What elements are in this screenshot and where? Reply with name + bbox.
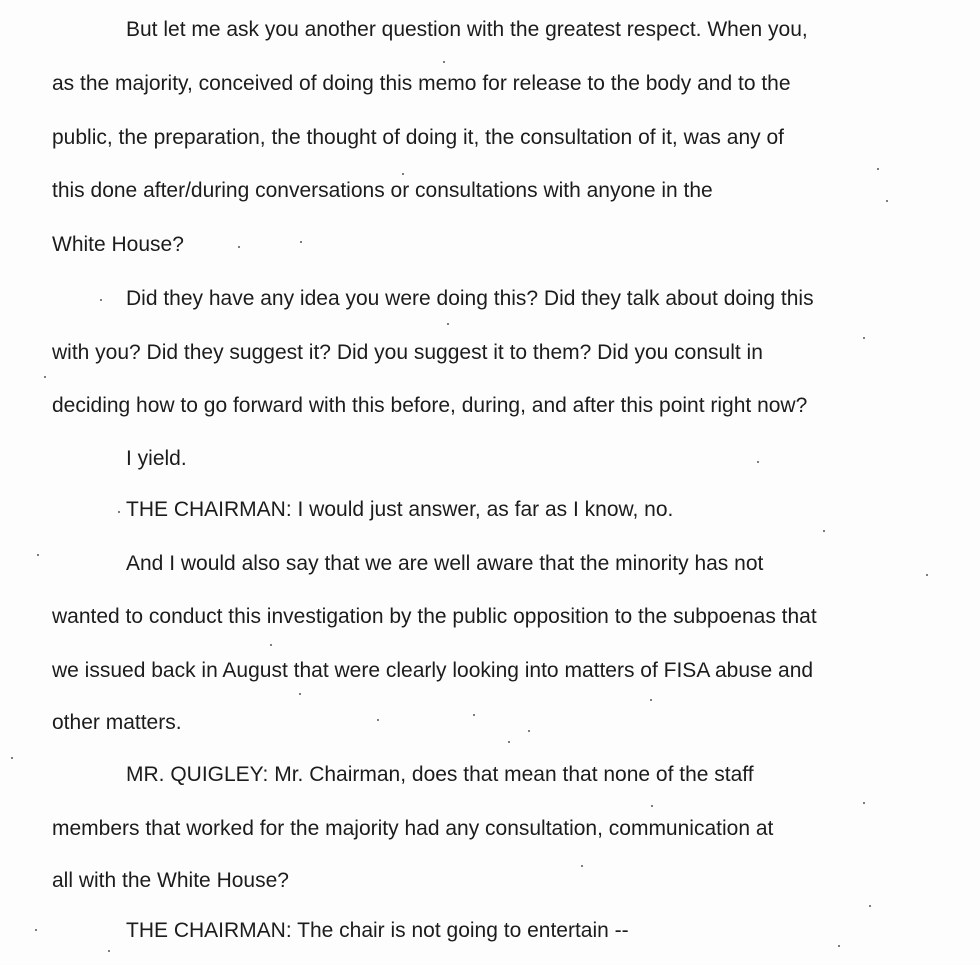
scan-speck [886, 200, 888, 202]
transcript-line: public, the preparation, the thought of doing it, the consultation of it, was any of [52, 126, 784, 149]
speaker-line: THE CHAIRMAN: The chair is not going to entertain -- [126, 919, 629, 942]
scan-speck [447, 323, 449, 325]
scan-speck [926, 574, 928, 576]
transcript-line: other matters. [52, 711, 182, 734]
scan-speck [508, 741, 510, 743]
scan-speck [100, 299, 102, 301]
scan-speck [863, 802, 865, 804]
transcript-line: wanted to conduct this investigation by the public opposition to the subpoenas that [52, 605, 817, 628]
scan-speck [118, 511, 120, 513]
scan-speck [651, 805, 653, 807]
scan-speck [300, 241, 302, 243]
scan-speck [35, 929, 37, 931]
scan-speck [299, 693, 301, 695]
scan-speck [402, 173, 404, 175]
transcript-line: as the majority, conceived of doing this memo for release to the body and to the [52, 72, 791, 95]
scan-speck [823, 530, 825, 532]
transcript-line: And I would also say that we are well aware that the minority has not [126, 552, 764, 575]
scan-speck [757, 461, 759, 463]
scan-speck [238, 246, 240, 248]
transcript-line: with you? Did they suggest it? Did you suggest it to them? Did you consult in [52, 341, 763, 364]
scan-speck [838, 945, 840, 947]
scan-speck [108, 950, 110, 952]
scan-speck [650, 699, 652, 701]
transcript-line: But let me ask you another question with the greatest respect. When you, [126, 18, 808, 41]
scan-speck [37, 554, 39, 556]
scan-speck [581, 865, 583, 867]
scan-speck [270, 644, 272, 646]
transcript-line: I yield. [126, 447, 187, 470]
scan-speck [443, 61, 445, 63]
transcript-line: deciding how to go forward with this before, during, and after this point right now? [52, 394, 808, 417]
scan-speck [869, 905, 871, 907]
transcript-line: this done after/during conversations or consultations with anyone in the [52, 179, 713, 202]
transcript-line: Did they have any idea you were doing this? Did they talk about doing this [126, 287, 814, 310]
speaker-line: THE CHAIRMAN: I would just answer, as far as I know, no. [126, 498, 674, 521]
transcript-line: members that worked for the majority had any consultation, communication at [52, 817, 774, 840]
scan-speck [44, 376, 46, 378]
speaker-line: MR. QUIGLEY: Mr. Chairman, does that mean that none of the staff [126, 763, 754, 786]
transcript-line: we issued back in August that were clearly looking into matters of FISA abuse and [52, 659, 814, 682]
scan-speck [528, 730, 530, 732]
scan-speck [877, 168, 879, 170]
scan-speck [473, 714, 475, 716]
transcript-line: White House? [52, 233, 184, 256]
transcript-line: all with the White House? [52, 869, 289, 892]
scan-speck [377, 719, 379, 721]
scan-speck [863, 337, 865, 339]
scan-speck [11, 757, 13, 759]
